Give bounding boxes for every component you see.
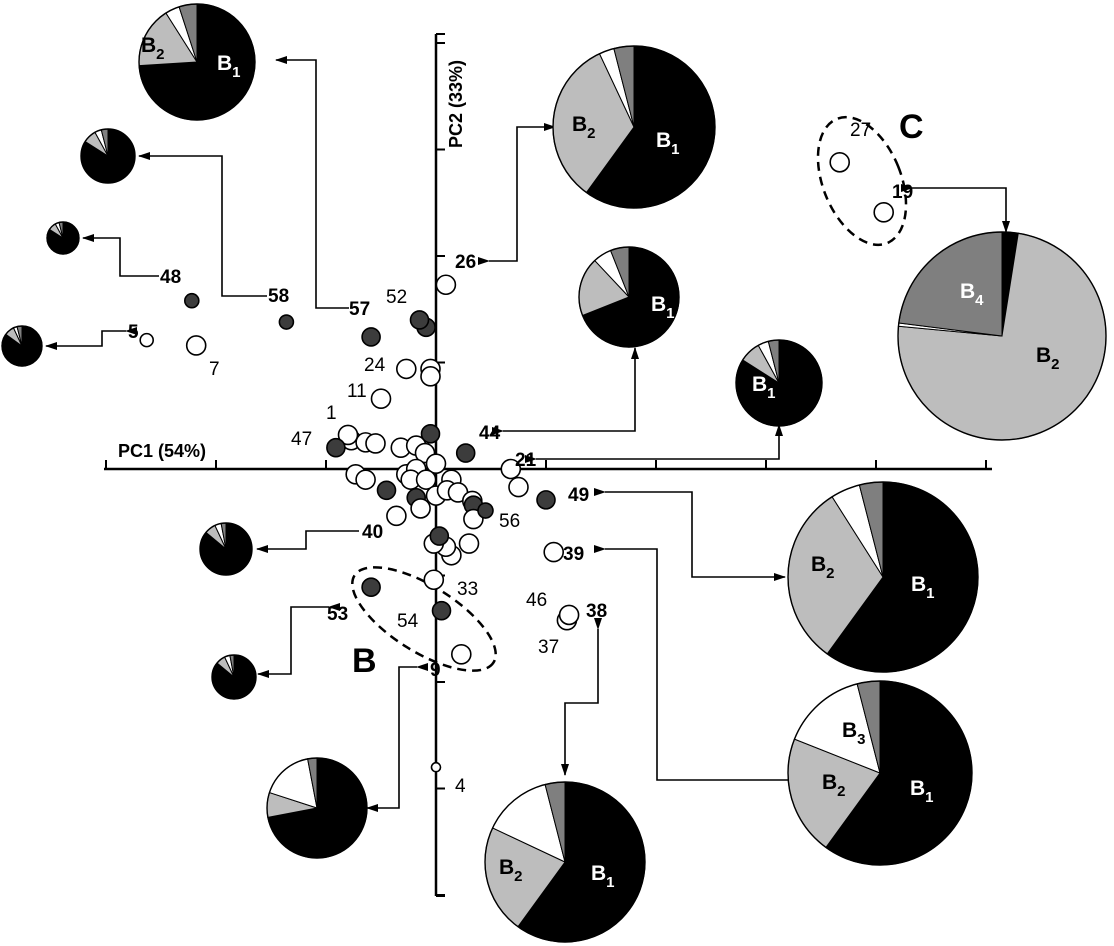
point-label-46: 46 — [526, 590, 548, 611]
pie-label-b2: $B_2$ — [1036, 344, 1060, 373]
point-label-49: 49 — [568, 485, 590, 506]
pie-label-subscript: 2 — [587, 125, 596, 142]
data-point-53 — [362, 578, 380, 596]
leader-arrow — [536, 425, 779, 459]
pie-label-subscript: 1 — [671, 141, 680, 158]
data-point — [430, 527, 448, 545]
data-point-46 — [560, 605, 579, 624]
pie-label-b1: $B_1$ — [911, 573, 935, 602]
pie-slice-b4 — [899, 232, 1002, 336]
pie-26 — [553, 46, 715, 208]
data-point-26 — [436, 275, 455, 294]
point-label-26: 26 — [455, 252, 477, 273]
x-axis-title: PC1 (54%) — [118, 441, 207, 461]
data-point-49 — [537, 491, 555, 509]
point-label-57: 57 — [349, 299, 371, 320]
pie-53 — [212, 655, 256, 699]
pie-label-b1: $B_1$ — [752, 373, 776, 402]
pie-label-subscript: 1 — [767, 385, 776, 402]
pie-label-subscript: 1 — [925, 789, 934, 806]
pie-9 — [267, 758, 367, 858]
pie-label-b2: $B_2$ — [141, 34, 165, 63]
leader-arrow — [257, 531, 359, 549]
leader-arrow — [276, 60, 349, 308]
data-point — [421, 367, 440, 386]
pie-label-subscript: 1 — [606, 874, 615, 891]
leader-arrow — [605, 549, 803, 780]
data-point-39 — [544, 543, 563, 562]
pie-19 — [898, 232, 1106, 440]
pie-label-subscript: 2 — [156, 46, 165, 63]
pie-label-subscript: 2 — [1051, 356, 1060, 373]
point-label-58: 58 — [268, 286, 290, 307]
leader-arrow — [503, 348, 635, 431]
pie-5 — [2, 326, 42, 366]
pie-label-subscript: 1 — [666, 305, 675, 322]
pie-label-b4: $B_4$ — [960, 280, 984, 309]
data-point-24 — [397, 359, 416, 378]
data-point-5 — [140, 334, 153, 347]
data-point-58 — [279, 315, 293, 329]
group-b-label: B — [352, 642, 377, 680]
data-point — [509, 478, 528, 497]
data-point-56 — [478, 503, 493, 518]
point-label-4: 4 — [455, 776, 466, 797]
pie-label-b1: $B_1$ — [591, 862, 615, 891]
point-label-1: 1 — [326, 403, 337, 424]
data-point-54 — [433, 602, 451, 620]
data-point — [422, 425, 440, 443]
point-label-9: 9 — [430, 660, 441, 681]
pie-label-b2: $B_2$ — [572, 113, 596, 142]
leader-arrow — [258, 607, 329, 674]
pie-label-b2: $B_2$ — [822, 771, 846, 800]
point-label-52: 52 — [386, 287, 408, 308]
pie-39 — [788, 681, 972, 865]
data-point-7 — [187, 336, 206, 355]
point-label-44: 44 — [479, 423, 501, 444]
point-label-11: 11 — [347, 381, 367, 402]
pie-38 — [485, 782, 645, 942]
data-point-27 — [830, 153, 849, 172]
pie-label-subscript: 4 — [975, 292, 984, 309]
point-label-24: 24 — [364, 355, 386, 376]
pie-57 — [139, 4, 255, 120]
pie-label-subscript: 2 — [826, 565, 835, 582]
point-label-56: 56 — [499, 511, 521, 532]
leader-arrow — [83, 238, 159, 276]
pie-charts — [2, 4, 1106, 942]
point-label-7: 7 — [209, 359, 220, 380]
pie-label-b2: $B_2$ — [499, 856, 523, 885]
data-point-19 — [874, 203, 893, 222]
point-label-21: 21 — [515, 450, 537, 471]
point-label-27: 27 — [850, 120, 872, 141]
point-label-47: 47 — [291, 429, 313, 450]
leader-arrow — [912, 188, 1006, 232]
point-label-54: 54 — [397, 611, 419, 632]
leader-arrow — [605, 492, 785, 577]
point-label-33: 33 — [457, 579, 479, 600]
point-label-40: 40 — [362, 522, 384, 543]
pie-58 — [81, 129, 135, 183]
data-point — [356, 470, 375, 489]
pie-label-b1: $B_1$ — [217, 52, 241, 81]
pie-label-subscript: 3 — [857, 731, 866, 748]
pie-49 — [788, 482, 978, 672]
pie-40 — [200, 523, 252, 575]
data-point — [460, 534, 479, 553]
leader-arrow — [489, 127, 555, 261]
pie-label-b3: $B_3$ — [842, 719, 866, 748]
group-c-label: C — [899, 108, 924, 146]
pie-44 — [579, 247, 679, 347]
data-point — [411, 499, 430, 518]
pie-label-subscript: 2 — [837, 783, 846, 800]
leader-arrow — [565, 629, 598, 775]
data-point-33 — [424, 570, 443, 589]
pie-21 — [736, 340, 822, 426]
pie-48 — [47, 222, 79, 254]
point-label-5: 5 — [128, 322, 139, 343]
leader-arrow — [46, 331, 126, 346]
data-point-48 — [185, 294, 199, 308]
point-label-37: 37 — [538, 637, 560, 658]
data-point-40 — [378, 481, 396, 499]
point-label-48: 48 — [160, 267, 182, 288]
y-axis-title: PC2 (33%) — [446, 59, 466, 148]
data-point-57 — [362, 328, 380, 346]
point-label-53: 53 — [327, 604, 349, 625]
data-point-47 — [327, 439, 345, 457]
data-point-4 — [432, 763, 441, 772]
pie-label-b1: $B_1$ — [910, 777, 934, 806]
data-point-44 — [457, 444, 475, 462]
leader-arrow — [367, 667, 417, 808]
leader-arrow — [139, 156, 267, 296]
data-point-52 — [411, 311, 429, 329]
data-point-11 — [372, 389, 391, 408]
pie-label-subscript: 1 — [232, 64, 241, 81]
point-label-38: 38 — [586, 601, 608, 622]
pie-label-b1: $B_1$ — [651, 293, 675, 322]
pie-label-b2: $B_2$ — [811, 553, 835, 582]
point-label-39: 39 — [563, 544, 585, 565]
pie-label-subscript: 1 — [926, 585, 935, 602]
pie-label-b1: $B_1$ — [656, 129, 680, 158]
point-label-19: 19 — [892, 182, 914, 203]
data-point — [366, 434, 385, 453]
pie-label-subscript: 2 — [514, 868, 523, 885]
data-point-9 — [452, 645, 471, 664]
data-point — [387, 506, 406, 525]
